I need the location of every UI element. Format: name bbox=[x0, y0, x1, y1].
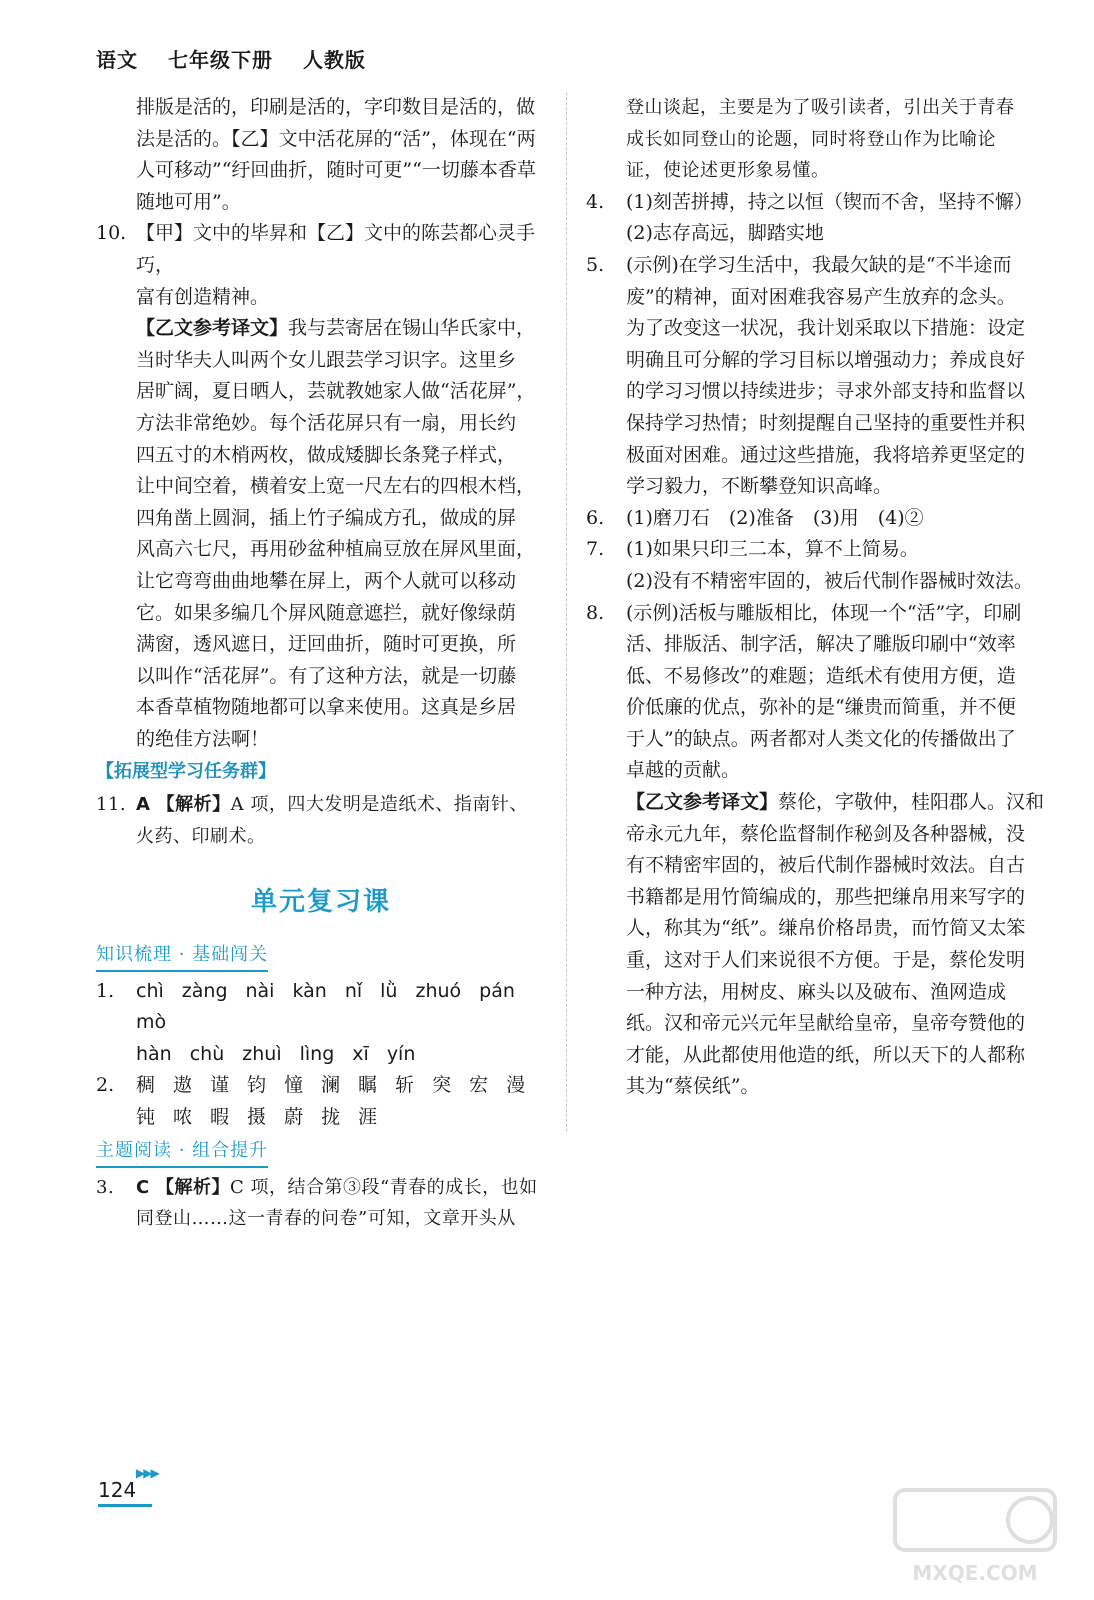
question-number: 3. bbox=[96, 1176, 115, 1198]
watermark-logo bbox=[890, 1480, 1060, 1590]
text-line: 价低廉的优点，弥补的是“缣贵而简重，并不便 bbox=[626, 696, 1016, 719]
text-line: 居旷阔，夏日晒人，芸就教她家人做“活花屏”， bbox=[136, 380, 536, 403]
question-number: 11. bbox=[96, 794, 127, 816]
text-line: (1)如果只印三二本，算不上简易。 bbox=[626, 538, 919, 561]
text-line: (示例)在学习生活中，我最欠缺的是“不半途而 bbox=[626, 253, 1012, 276]
extension-task-tag: 【拓展型学习任务群】 bbox=[96, 761, 276, 783]
answer-letter: C bbox=[136, 1176, 150, 1198]
text-line: 以叫作“活花屏”。有了这种方法，就是一切藤 bbox=[136, 664, 517, 687]
text-line: (示例)活板与雕版相比，体现一个“活”字，印刷 bbox=[626, 601, 1022, 624]
translation-line bbox=[136, 313, 546, 345]
char: 钝 bbox=[136, 1106, 156, 1129]
text-line: 学习毅力，不断攀登知识高峰。 bbox=[626, 475, 893, 498]
text-line: 成长如同登山的论题，同时将登山作为比喻论 bbox=[626, 128, 996, 150]
text-line: 当时华夫人叫两个女儿跟芸学习识字。这里乡 bbox=[136, 348, 517, 371]
char: 谨 bbox=[210, 1074, 230, 1097]
text-line: 活、排版活、制字活，解决了雕版印刷中“效率 bbox=[626, 633, 1016, 656]
pinyin: yín bbox=[386, 1042, 416, 1065]
pinyin: chù bbox=[189, 1042, 225, 1065]
text-line: 帝永元九年，蔡伦监督制作秘剑及各种器械，没 bbox=[626, 822, 1026, 845]
char: 哝 bbox=[173, 1106, 193, 1129]
question-8 bbox=[586, 598, 1048, 1104]
pinyin: lǜ bbox=[380, 979, 398, 1002]
translation-label: 【乙文参考译文】 bbox=[626, 791, 779, 814]
text-line: 卓越的贡献。 bbox=[626, 759, 741, 782]
question-number: 6. bbox=[586, 506, 605, 529]
char: 稠 bbox=[136, 1074, 156, 1097]
question-1 bbox=[96, 976, 546, 1071]
question-5 bbox=[586, 250, 1048, 503]
watermark-text: MXQE.COM bbox=[912, 1561, 1038, 1585]
header-grade: 七年级下册 bbox=[167, 48, 273, 72]
text-line: 明确且可分解的学习目标以增强动力；养成良好 bbox=[626, 348, 1026, 371]
translation-first: 我与芸寄居在锡山华氏家中， bbox=[288, 317, 536, 340]
char: 遨 bbox=[173, 1074, 193, 1097]
text-line: 让中间空着，横着安上宽一尺左右的四根木档， bbox=[136, 475, 536, 498]
char: 拢 bbox=[321, 1106, 341, 1129]
text-line: 火药、印刷术。 bbox=[136, 826, 266, 848]
text-line: 风高六七尺，再用砂盆种植扁豆放在屏风里面， bbox=[136, 538, 536, 561]
text-line: 保持学习热情；时刻提醒自己坚持的重要性并积 bbox=[626, 411, 1026, 434]
unit-review-title: 单元复习课 bbox=[250, 886, 391, 917]
char: 漫 bbox=[506, 1074, 526, 1097]
right-column bbox=[586, 92, 1048, 1103]
char: 澜 bbox=[321, 1074, 341, 1097]
text-line: 废”的精神，面对困难我容易产生放弃的念头。 bbox=[626, 285, 1016, 308]
column-divider bbox=[566, 92, 567, 1132]
left-column bbox=[96, 92, 546, 1235]
text-line: 人可移动”“纡回曲折，随时可更”“一切藤本香草 bbox=[136, 159, 536, 182]
text-line: 它。如果多编几个屏风随意遮拦，就好像绿荫 bbox=[136, 601, 517, 624]
text-line: 【甲】文中的毕昇和【乙】文中的陈芸都心灵手巧， bbox=[136, 222, 536, 276]
text-line: 低、不易修改”的难题；造纸术有使用方便，造 bbox=[626, 664, 1016, 687]
q9-continuation bbox=[96, 92, 546, 218]
char: 蔚 bbox=[284, 1106, 304, 1129]
text-line: (1)磨刀石 (2)准备 (3)用 (4)② bbox=[626, 506, 924, 529]
text-line: 的绝佳方法啊！ bbox=[136, 727, 270, 750]
text-line: 纸。汉和帝元兴元年呈献给皇帝，皇帝夸赞他的 bbox=[626, 1012, 1026, 1035]
text-line: 其为“蔡侯纸”。 bbox=[626, 1075, 760, 1098]
answer-letter: A bbox=[136, 794, 151, 816]
page-number bbox=[98, 1466, 158, 1507]
pinyin-row bbox=[136, 976, 546, 1039]
pinyin: nài bbox=[245, 979, 275, 1002]
char: 涯 bbox=[358, 1106, 378, 1129]
pinyin: zhuì bbox=[242, 1042, 282, 1065]
text-line: 于人”的缺点。两者都对人类文化的传播做出了 bbox=[626, 727, 1016, 750]
question-4 bbox=[586, 187, 1048, 250]
text-line: (2)没有不精密牢固的，被后代制作器械时效法。 bbox=[626, 569, 1033, 592]
question-number: 5. bbox=[586, 253, 605, 276]
pinyin-row bbox=[136, 1039, 546, 1071]
char: 突 bbox=[432, 1074, 452, 1097]
pinyin: zhuó bbox=[415, 979, 462, 1002]
text-line: 同登山……这一青春的问卷”可知，文章开头从 bbox=[136, 1208, 516, 1230]
text-line: 四五寸的木梢两枚，做成矮脚长条凳子样式， bbox=[136, 443, 517, 466]
text-line: 的学习习惯以持续进步；寻求外部支持和监督以 bbox=[626, 380, 1026, 403]
text-line: 登山谈起，主要是为了吸引读者，引出关于青春 bbox=[626, 97, 1015, 118]
page-number-text: 124 bbox=[98, 1478, 137, 1502]
char: 憧 bbox=[284, 1074, 304, 1097]
text-line: 书籍都是用竹简编成的，那些把缣帛用来写字的 bbox=[626, 885, 1026, 908]
pinyin: hàn bbox=[136, 1042, 172, 1065]
pinyin: kàn bbox=[292, 979, 327, 1002]
question-number: 4. bbox=[586, 190, 605, 213]
text-line: 让它弯弯曲曲地攀在屏上，两个人就可以移动 bbox=[136, 569, 517, 592]
text-line: 重，这对于人们来说很不方便。于是，蔡伦发明 bbox=[626, 949, 1026, 972]
text-line: 方法非常绝妙。每个活花屏只有一扇，用长约 bbox=[136, 411, 517, 434]
pinyin: mò bbox=[136, 1011, 167, 1034]
text-line: (2)志存高远，脚踏实地 bbox=[626, 222, 824, 245]
char: 钧 bbox=[247, 1074, 267, 1097]
char: 宏 bbox=[469, 1074, 489, 1097]
pinyin: pán bbox=[479, 979, 515, 1002]
question-number: 2. bbox=[96, 1074, 115, 1097]
header-subject: 语文 bbox=[96, 48, 138, 72]
text-line: 为了改变这一状况，我计划采取以下措施：设定 bbox=[626, 317, 1026, 340]
translation-label: 【乙文参考译文】 bbox=[136, 317, 289, 340]
question-3 bbox=[96, 1172, 546, 1235]
text-line: 极面对困难。通过这些措施，我将培养更坚定的 bbox=[626, 443, 1026, 466]
text-line: (1)刻苦拼搏，持之以恒（锲而不舍，坚持不懈） bbox=[626, 190, 1033, 213]
pinyin: chì bbox=[136, 979, 164, 1002]
question-number: 10. bbox=[96, 222, 127, 245]
question-10 bbox=[96, 218, 546, 755]
char: 瞩 bbox=[358, 1074, 378, 1097]
analysis-label: 【解析】 bbox=[155, 1176, 230, 1198]
pinyin: xī bbox=[352, 1042, 369, 1065]
section-tag-basics: 知识梳理 · 基础闯关 bbox=[96, 940, 268, 972]
analysis-text: C 项，结合第③段“青春的成长，也如 bbox=[229, 1176, 538, 1198]
header-edition: 人教版 bbox=[302, 48, 366, 72]
question-number: 8. bbox=[586, 601, 605, 624]
text-line: 本香草植物随地都可以拿来使用。这真是乡居 bbox=[136, 696, 517, 719]
text-line: 满窗，透风遮日，迂回曲折，随时可更换，所 bbox=[136, 633, 517, 656]
question-6 bbox=[586, 503, 1048, 535]
pinyin: lìng bbox=[299, 1042, 335, 1065]
char: 斩 bbox=[395, 1074, 415, 1097]
text-line: 才能，从此都使用他造的纸，所以天下的人都称 bbox=[626, 1043, 1026, 1066]
question-number: 7. bbox=[586, 538, 605, 561]
page-header bbox=[96, 44, 388, 73]
char-row bbox=[136, 1070, 546, 1102]
translation-first: 蔡伦，字敬仲，桂阳郡人。汉和 bbox=[778, 791, 1045, 814]
q3-continuation bbox=[586, 92, 1048, 187]
text-line: 证，使论述更形象易懂。 bbox=[626, 160, 830, 182]
char: 摄 bbox=[247, 1106, 267, 1129]
question-number: 1. bbox=[96, 979, 115, 1002]
analysis-label: 【解析】 bbox=[156, 794, 231, 816]
text-line: 富有创造精神。 bbox=[136, 285, 270, 308]
question-7 bbox=[586, 534, 1048, 597]
analysis-text: A 项，四大发明是造纸术、指南针、 bbox=[230, 794, 528, 816]
translation-line bbox=[626, 787, 1048, 819]
question-11 bbox=[96, 789, 546, 852]
char: 暇 bbox=[210, 1106, 230, 1129]
answer-line bbox=[136, 789, 546, 821]
text-line: 一种方法，用树皮、麻头以及破布、渔网造成 bbox=[626, 980, 1007, 1003]
text-line: 人，称其为“纸”。缣帛价格昂贵，而竹简又太笨 bbox=[626, 917, 1026, 940]
question-2 bbox=[96, 1070, 546, 1133]
text-line: 法是活的。【乙】文中活花屏的“活”，体现在“两 bbox=[136, 127, 536, 150]
text-line: 排版是活的，印刷是活的，字印数目是活的，做 bbox=[136, 96, 536, 118]
text-line: 四角凿上圆洞，插上竹子编成方孔，做成的屏 bbox=[136, 506, 517, 529]
text-line: 随地可用”。 bbox=[136, 190, 241, 213]
pinyin: zàng bbox=[181, 979, 228, 1002]
chevron-right-icon: ▶▶▶ bbox=[136, 1466, 158, 1480]
char-row bbox=[136, 1102, 546, 1134]
text-line: 有不精密牢固的，被后代制作器械时效法。自古 bbox=[626, 854, 1026, 877]
section-tag-reading: 主题阅读 · 组合提升 bbox=[96, 1136, 268, 1168]
answer-line bbox=[136, 1172, 546, 1204]
pinyin: nǐ bbox=[344, 979, 363, 1002]
